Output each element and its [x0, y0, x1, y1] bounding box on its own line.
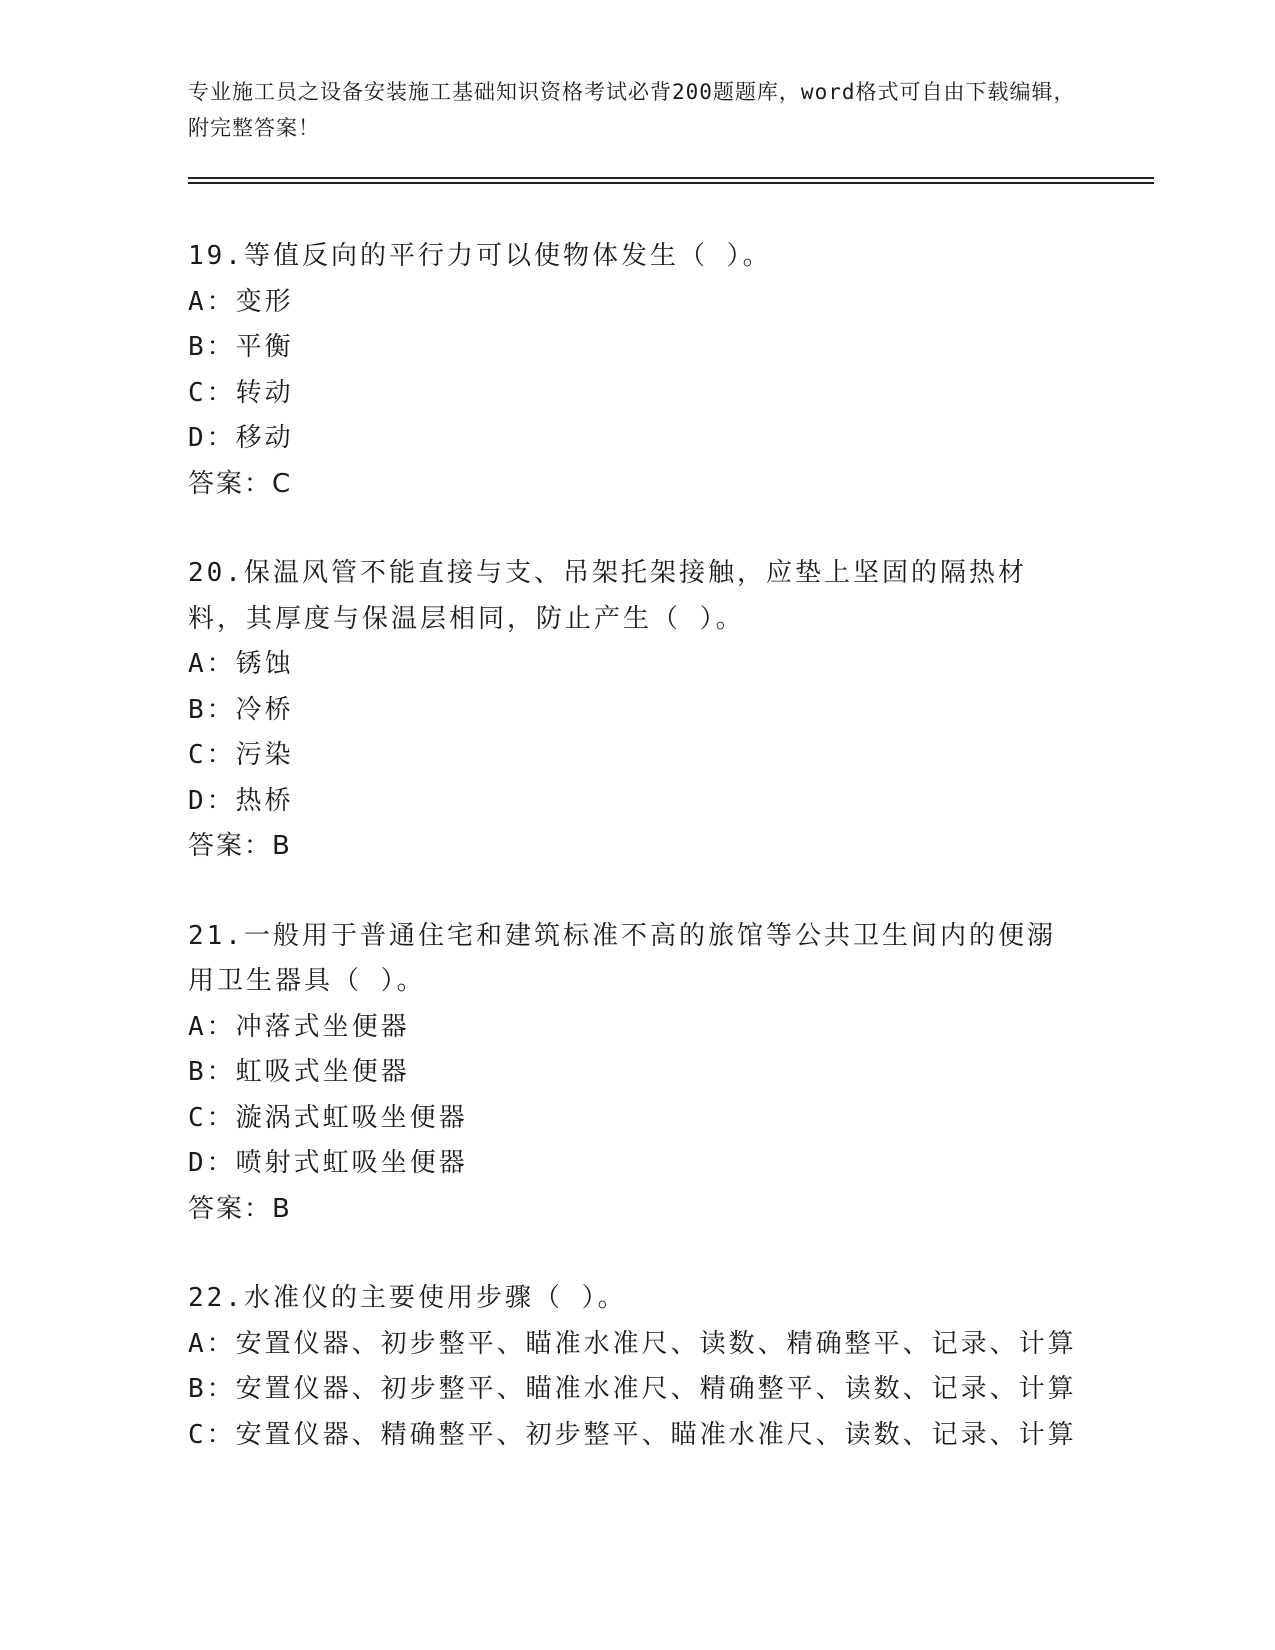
answer: 答案：B	[188, 831, 292, 861]
question-stem: 19.等值反向的平行力可以使物体发生（ ）。	[188, 241, 772, 271]
question-stem: 20.保温风管不能直接与支、吊架托架接触，应垫上坚固的隔热材料，其厚度与保温层相同，防止产生（ ）。	[188, 558, 1027, 634]
question-stem: 21.一般用于普通住宅和建筑标准不高的旅馆等公共卫生间内的便溺用卫生器具（ ）。	[188, 920, 1056, 996]
answer: 答案：C	[188, 468, 293, 499]
question-stem: 22.水准仪的主要使用步骤（ ）。	[188, 1283, 627, 1313]
question-21	[188, 914, 1088, 1233]
option-c: C：漩涡式虹吸坐便器	[188, 1102, 468, 1133]
option-a: A：冲落式坐便器	[188, 1011, 410, 1042]
header-divider-top	[188, 177, 1154, 179]
option-d: D：移动	[188, 423, 294, 453]
option-b: B：安置仪器、初步整平、瞄准水准尺、精确整平、读数、记录、计算	[188, 1374, 1077, 1404]
question-20	[188, 551, 1088, 870]
option-a: A：锈蚀	[188, 649, 294, 679]
option-d: D：热桥	[188, 785, 294, 816]
option-b: B：平衡	[188, 332, 294, 362]
option-a: A：安置仪器、初步整平、瞄准水准尺、读数、精确整平、记录、计算	[188, 1328, 1077, 1359]
header-divider-bottom	[188, 182, 1154, 184]
option-c: C：污染	[188, 740, 294, 770]
option-c: C：转动	[188, 377, 294, 408]
option-c: C：安置仪器、精确整平、初步整平、瞄准水准尺、读数、记录、计算	[188, 1419, 1077, 1450]
option-a: A：变形	[188, 286, 294, 317]
option-b: B：冷桥	[188, 694, 294, 725]
option-b: B：虹吸式坐便器	[188, 1057, 410, 1087]
question-list	[188, 234, 1088, 1502]
option-d: D：喷射式虹吸坐便器	[188, 1148, 468, 1178]
answer: 答案：B	[188, 1193, 292, 1224]
document-header	[188, 74, 1088, 146]
question-19	[188, 234, 1088, 507]
question-22	[188, 1276, 1088, 1458]
document-title: 专业施工员之设备安装施工基础知识资格考试必背200题题库，word格式可自由下载编辑，附完整答案！	[188, 80, 1076, 140]
